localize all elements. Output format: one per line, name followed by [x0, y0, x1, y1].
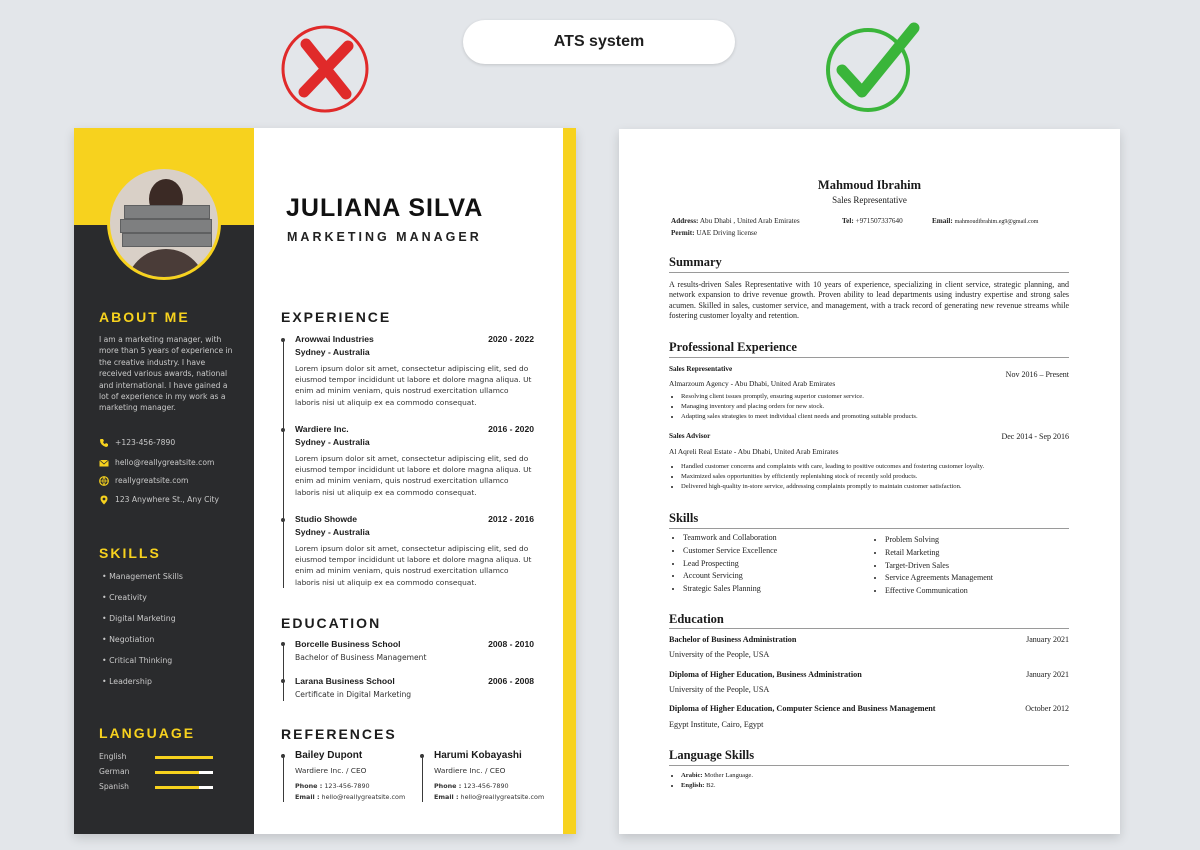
contact-phone	[99, 437, 175, 448]
timeline-line	[283, 340, 284, 588]
edu-date: January 2021	[1026, 635, 1069, 644]
job-years: 2016 - 2020	[488, 424, 534, 434]
languages-list: • Arabic: Mother Language. • English: B2.	[669, 771, 1081, 791]
reference-email: Email : hello@reallygreatsite.com	[295, 793, 406, 801]
job-company: Arowwai Industries	[295, 334, 374, 344]
summary-heading: Summary	[669, 255, 722, 269]
skill-item: • Negotiation	[102, 635, 155, 644]
reference-name: Bailey Dupont	[295, 750, 363, 761]
section-rule	[669, 628, 1069, 629]
edu-degree: Bachelor of Business Management	[295, 653, 427, 662]
phone-text: +123-456-7890	[115, 438, 176, 447]
job-company: Al Aqreli Real Estate - Abu Dhabi, United Arab Emirates	[669, 447, 839, 456]
edu-title: Diploma of Higher Education, Computer Science and Business Management	[669, 704, 936, 713]
language-level-bar	[155, 786, 213, 789]
skills-list-left: • Teamwork and Collaboration • Customer Service Excellence • Lead Prospecting • Account Servicing • Strategic Sales Planning	[669, 532, 873, 596]
website-text: reallygreatsite.com	[115, 476, 189, 485]
ats-friendly-resume	[619, 129, 1120, 834]
phone-icon	[99, 438, 109, 448]
contact-address: Address: Abu Dhabi , United Arab Emirates	[671, 217, 800, 225]
job-description: Lorem ipsum dolor sit amet, consectetur adipiscing elit, sed do eiusmod tempor incididunt ut labore et dolore magna aliqua. Ut enim ad minim veniam, quis nostrud exercitation ullamco laboris nisi ut aliquip ex ea commodo consequat.	[295, 454, 532, 497]
job-company: Wardiere Inc.	[295, 424, 349, 434]
resume-name: Mahmoud Ibrahim	[817, 178, 922, 192]
job-description: Lorem ipsum dolor sit amet, consectetur adipiscing elit, sed do eiusmod tempor incididunt ut labore et dolore magna aliqua. Ut enim ad minim veniam, quis nostrud exercitation ullamco laboris nisi ut aliquip ex ea commodo consequat.	[295, 544, 532, 587]
job-company: Studio Showde	[295, 514, 358, 524]
edu-title: Bachelor of Business Administration	[669, 635, 797, 644]
resume-title: Sales Representative	[832, 195, 907, 205]
skill-item: • Creativity	[102, 593, 147, 602]
languages-heading: Language Skills	[669, 748, 755, 762]
job-years: 2012 - 2016	[488, 514, 534, 524]
contact-email: Email: mahmoudibrahim.eg9@gmail.com	[932, 217, 1039, 225]
email-text: hello@reallygreatsite.com	[115, 458, 215, 467]
references-heading: REFERENCES	[281, 726, 397, 742]
address-text: 123 Anywhere St., Any City	[115, 495, 219, 504]
job-location: Sydney - Australia	[295, 437, 370, 447]
timeline-dot	[281, 642, 285, 646]
reject-cross-icon	[278, 22, 372, 116]
accept-check-icon	[822, 20, 920, 116]
language-heading: LANGUAGE	[99, 725, 196, 741]
job-bullets: • Resolving client issues promptly, ensuring superior customer service. • Managing inventory and placing orders for new stock. • Adapting sales strategies to meet individual client needs and promoting suitable products.	[669, 392, 1081, 423]
language-name: English	[99, 752, 127, 761]
profile-photo	[107, 166, 221, 280]
summary-text: A results-driven Sales Representative with 10 years of experience, specializing in client service, strategic planning, and network expansion to drive revenue growth. Proven ability to lead departments using industry expertise and strong sales acumen. Skilled in sales, customer service, and management, with a track record of generating new revenue streams while fostering customer loyalty and retention.	[669, 280, 1069, 320]
reference-phone: Phone : 123-456-7890	[295, 782, 370, 790]
designed-resume	[74, 128, 576, 834]
job-description: Lorem ipsum dolor sit amet, consectetur adipiscing elit, sed do eiusmod tempor incididunt ut labore et dolore magna aliqua. Ut enim ad minim veniam, quis nostrud exercitation ullamco laboris nisi ut aliquip ex ea commodo consequat.	[295, 364, 532, 407]
accent-stripe	[563, 128, 576, 834]
section-rule	[669, 765, 1069, 766]
reference-phone: Phone : 123-456-7890	[434, 782, 509, 790]
job-years: 2020 - 2022	[488, 334, 534, 344]
globe-icon	[99, 476, 109, 486]
edu-date: October 2012	[1025, 704, 1069, 713]
timeline-dot	[281, 754, 285, 758]
location-pin-icon	[99, 495, 109, 505]
timeline-dot	[281, 338, 285, 342]
edu-institution: University of the People, USA	[669, 685, 770, 694]
contact-website	[99, 475, 188, 486]
mail-icon	[99, 458, 109, 468]
edu-years: 2006 - 2008	[488, 676, 534, 686]
reference-org: Wardiere Inc. / CEO	[434, 766, 506, 775]
job-bullets: • Handled customer concerns and complaints with care, leading to positive outcomes and fostering customer loyalty. • Maximized sales opportunities by efficiently replenishing stock of recently sold products. • Delivered high-quality in-store service, addressing complaints promptly to maintain customer satisfaction.	[669, 462, 1081, 493]
language-level-bar	[155, 771, 213, 774]
job-location: Sydney - Australia	[295, 527, 370, 537]
timeline-dot	[281, 518, 285, 522]
job-date: Dec 2014 - Sep 2016	[1001, 432, 1069, 441]
education-heading: EDUCATION	[281, 615, 382, 631]
section-rule	[669, 357, 1069, 358]
edu-title: Diploma of Higher Education, Business Administration	[669, 670, 862, 679]
timeline-line	[283, 754, 284, 802]
resume-title: MARKETING MANAGER	[287, 230, 482, 244]
job-role: Sales Advisor	[669, 432, 711, 440]
section-rule	[669, 528, 1069, 529]
timeline-line	[422, 754, 423, 802]
job-company: Almarzoum Agency - Abu Dhabi, United Arab Emirates	[669, 379, 836, 388]
skills-list-right: • Problem Solving • Retail Marketing • Target-Driven Sales • Service Agreements Management • Effective Communication	[871, 534, 1075, 598]
education-heading: Education	[669, 612, 724, 626]
resume-name: JULIANA SILVA	[286, 194, 484, 222]
edu-school: Larana Business School	[295, 676, 395, 686]
section-rule	[669, 272, 1069, 273]
experience-heading: Professional Experience	[669, 340, 797, 354]
contact-address	[99, 494, 219, 505]
timeline-dot	[420, 754, 424, 758]
edu-school: Borcelle Business School	[295, 639, 401, 649]
timeline-line	[283, 643, 284, 701]
language-name: German	[99, 767, 130, 776]
timeline-dot	[281, 428, 285, 432]
timeline-dot	[281, 679, 285, 683]
job-location: Sydney - Australia	[295, 347, 370, 357]
edu-years: 2008 - 2010	[488, 639, 534, 649]
contact-email	[99, 457, 214, 468]
about-heading: ABOUT ME	[99, 309, 190, 325]
job-role: Sales Representative	[669, 365, 733, 373]
skills-heading: Skills	[669, 511, 699, 525]
ats-system-label: ATS system	[463, 20, 735, 64]
edu-institution: Egypt Institute, Cairo, Egypt	[669, 720, 764, 729]
reference-name: Harumi Kobayashi	[434, 750, 522, 761]
skill-item: • Management Skills	[102, 572, 183, 581]
skill-item: • Critical Thinking	[102, 656, 173, 665]
reference-org: Wardiere Inc. / CEO	[295, 766, 367, 775]
skill-item: • Digital Marketing	[102, 614, 176, 623]
reference-email: Email : hello@reallygreatsite.com	[434, 793, 545, 801]
contact-permit: Permit: UAE Driving license	[671, 229, 758, 237]
job-date: Nov 2016 – Present	[1005, 370, 1069, 379]
skills-heading: SKILLS	[99, 545, 161, 561]
edu-date: January 2021	[1026, 670, 1069, 679]
language-level-bar	[155, 756, 213, 759]
edu-institution: University of the People, USA	[669, 650, 770, 659]
edu-degree: Certificate in Digital Marketing	[295, 690, 412, 699]
contact-tel: Tel: +971507337640	[842, 217, 903, 225]
experience-heading: EXPERIENCE	[281, 309, 392, 325]
language-name: Spanish	[99, 782, 129, 791]
about-text: I am a marketing manager, with more than 5 years of experience in the creative industry. I have received various awards, national and international. I have gained a lot of experience in my work as a marketing manager.	[99, 335, 233, 413]
skill-item: • Leadership	[102, 677, 152, 686]
